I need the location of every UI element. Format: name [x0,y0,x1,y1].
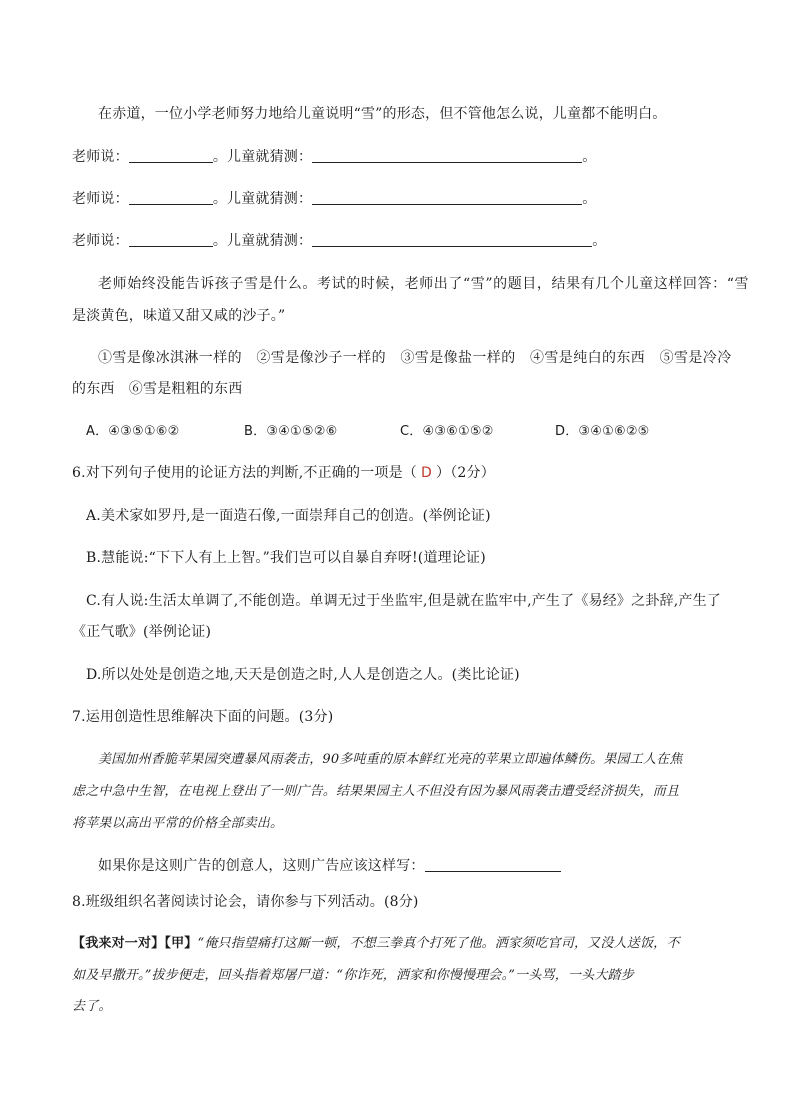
passage-intro: 在赤道，一位小学老师努力地给儿童说明“雪”的形态，但不管他怎么说，儿童都不能明白。 [98,106,667,122]
question-8-text-line-3: 去了。 [72,999,112,1014]
question-6-option-c-line-2[interactable]: 《正气歌》(举例论证) [72,624,212,640]
question-7-story-line-3: 将苹果以高出平常的价格全部卖出。 [72,816,284,831]
question-8-tag: 【我来对一对】【甲】 [72,936,198,951]
option-b[interactable]: B．③④①⑤②⑥ [244,424,338,439]
option-a[interactable]: A．④③⑤①⑥② [86,424,180,439]
teacher-label: 老师说： [72,191,129,207]
question-6-answer: D [421,465,432,481]
question-7-story-line-2: 虑之中急中生智，在电视上登出了一则广告。结果果园主人不但没有因为暴风雨袭击遭受经济损失，而且 [72,784,680,799]
question-7-prompt: 如果你是这则广告的创意人，这则广告应该这样写： [98,858,425,874]
question-7-prompt-row [98,856,561,876]
question-7-story-line-1: 美国加州香脆苹果园突遭暴风雨袭击，90多吨重的原本鲜红光亮的苹果立即遍体鳞伤。果园工人在焦 [98,752,683,767]
answer-blank[interactable] [312,147,582,163]
question-8-stem: 8.班级组织名著阅读讨论会，请你参与下列活动。(8分) [72,894,419,910]
guess-label: 。儿童就猜测： [212,191,313,207]
question-6-option-c-line-1[interactable]: C.有人说:生活太单调了,不能创造。单调无过于坐监牢,但是就在监牢中,产生了《易经》之卦辞,产生了 [86,593,721,609]
answer-blank[interactable] [425,856,561,872]
teacher-guess-row-1 [72,147,596,167]
question-6-option-b[interactable]: B.慧能说:“下下人有上上智。”我们岂可以自暴自弃呀!(道理论证) [86,550,486,566]
answer-blank[interactable] [312,189,582,205]
passage-conclusion-line-2: 是淡黄色，味道又甜又咸的沙子。” [72,308,286,324]
question-6-option-a[interactable]: A.美术家如罗丹,是一面造石像,一面崇拜自己的创造。(举例论证) [86,508,491,524]
period: 。 [592,233,607,249]
snow-items-line-2: 的东西 ⑥雪是粗粗的东西 [72,381,243,397]
guess-label: 。儿童就猜测： [212,149,313,165]
answer-blank[interactable] [312,231,592,247]
question-8-text-line-1 [72,934,680,954]
snow-items-line-1: ①雪是像冰淇淋一样的 ②雪是像沙子一样的 ③雪是像盐一样的 ④雪是纯白的东西 ⑤雪是冷冷 [98,350,732,366]
option-c[interactable]: C．④③⑥①⑤② [400,424,494,439]
answer-blank[interactable] [129,231,213,247]
guess-label: 。儿童就猜测： [212,233,313,249]
teacher-label: 老师说： [72,149,129,165]
question-6-stem [72,463,495,483]
teacher-label: 老师说： [72,233,129,249]
question-6-option-d[interactable]: D.所以处处是创造之地,天天是创造之时,人人是创造之人。(类比论证) [86,667,520,683]
question-8-text-line-2: 如及早撒开。”拔步便走，回头指着郑屠尸道：“你诈死，洒家和你慢慢理会。”一头骂，一头大踏步 [72,968,634,983]
teacher-guess-row-2 [72,189,596,209]
question-7-stem: 7.运用创造性思维解决下面的问题。(3分) [72,709,334,725]
period: 。 [582,149,597,165]
answer-blank[interactable] [129,147,213,163]
answer-blank[interactable] [129,189,213,205]
option-d[interactable]: D．③④①⑥②⑤ [555,424,650,439]
period: 。 [582,191,597,207]
teacher-guess-row-3 [72,231,606,251]
question-6-suffix: ）（2分） [436,465,495,481]
question-8-quote: “俺只指望痛打这厮一顿，不想三拳真个打死了他。洒家须吃官司，又没人送饭，不 [197,936,680,951]
question-6-prefix: 6.对下列句子使用的论证方法的判断,不正确的一项是（ [72,465,418,481]
passage-conclusion-line-1: 老师始终没能告诉孩子雪是什么。考试的时候，老师出了“雪”的题目，结果有几个儿童这样回答：“雪 [98,276,750,292]
